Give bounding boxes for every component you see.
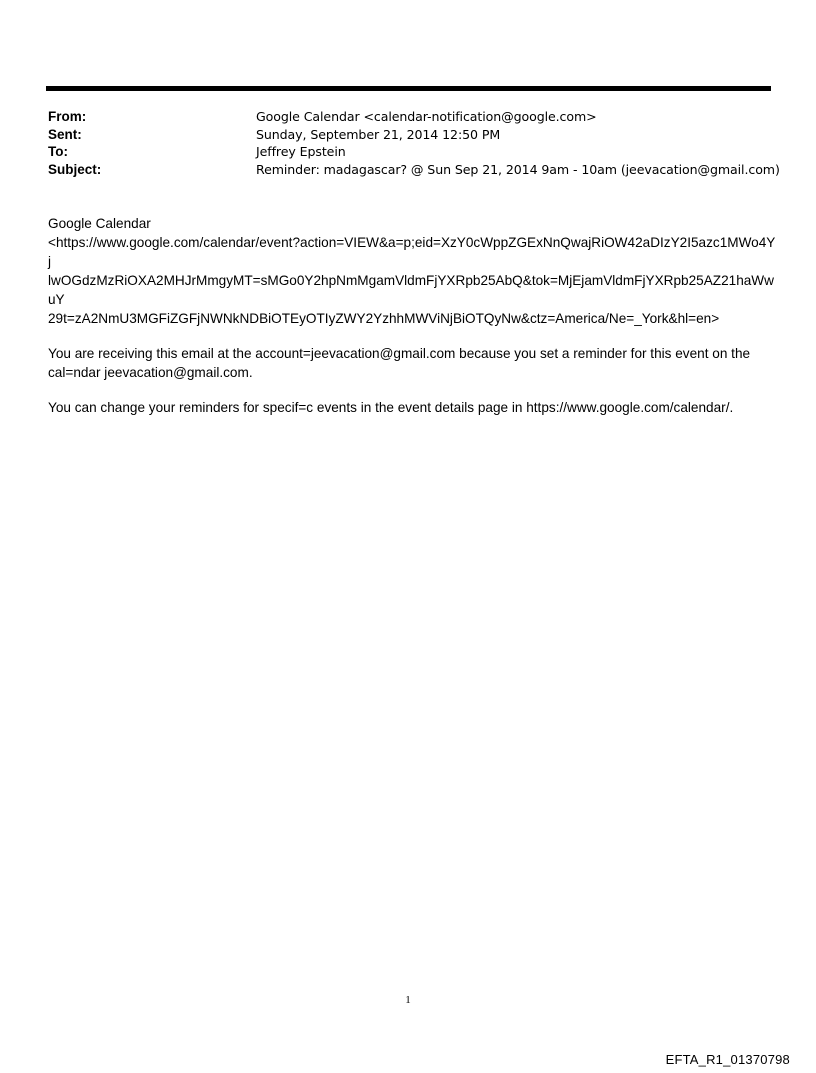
sent-value: Sunday, September 21, 2014 12:50 PM: [256, 126, 501, 142]
to-row: [48, 143, 768, 161]
to-label: To:: [48, 144, 68, 159]
event-link-line-2[interactable]: lwOGdzMzRiOXA2MHJrMmgyMT=sMGo0Y2hpNmMgamVldmFjYXRpb25AbQ&tok=MjEjamVldmFjYXRpb25AZ21haWwuY: [48, 273, 774, 307]
sent-label: Sent:: [48, 126, 82, 142]
subject-value: Reminder: madagascar? @ Sun Sep 21, 2014 9am - 10am (jeevacation@gmail.com): [256, 161, 780, 177]
from-label: From:: [48, 109, 87, 124]
calendar-block: [48, 214, 778, 328]
sent-row: [48, 126, 768, 144]
event-link-line-1[interactable]: <https://www.google.com/calendar/event?action=VIEW&a=p;eid=XzY0cWppZGExNnQwajRiOW42aDIzY2I5azc1MWo4Yj: [48, 235, 776, 269]
subject-label: Subject:: [48, 161, 102, 177]
email-header: [48, 108, 780, 178]
header-divider: [46, 86, 771, 91]
subject-row: [48, 161, 780, 179]
event-link-line-3[interactable]: 29t=zA2NmU3MGFiZGFjNWNkNDBiOTEyOTIyZWY2YzhhMWViNjBiOTQyNw&ctz=America/Ne=_York&hl=en>: [48, 311, 720, 326]
from-row: [48, 108, 768, 126]
to-value: Jeffrey Epstein: [256, 144, 346, 159]
email-body: [48, 214, 778, 433]
from-value: Google Calendar <calendar-notification@google.com>: [256, 109, 597, 124]
reminders-paragraph: You can change your reminders for specif=c events in the event details page in https://www.google.com/calendar/.: [48, 400, 734, 415]
page-number: 1: [405, 994, 411, 1006]
receiving-paragraph: You are receiving this email at the account=jeevacation@gmail.com because you set a reminder for this event on the cal=ndar jeevacation@gmail.com.: [48, 346, 751, 380]
bates-number: EFTA_R1_01370798: [665, 1052, 790, 1067]
calendar-name: Google Calendar: [48, 216, 151, 231]
